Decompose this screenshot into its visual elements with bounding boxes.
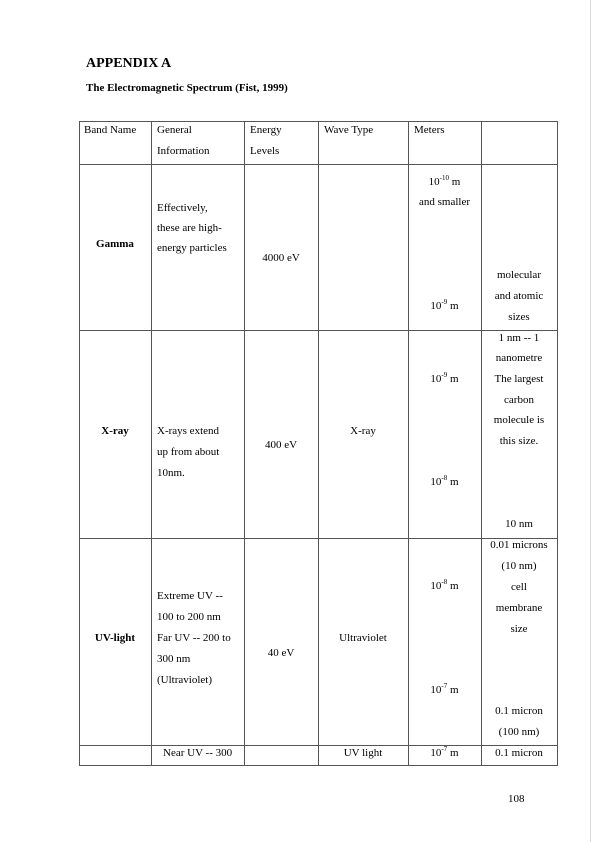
- uv-info-line1: Extreme UV --: [157, 590, 223, 602]
- xray-wave-type: X-ray: [350, 425, 376, 437]
- header-general-info-line1: General: [157, 124, 192, 136]
- table-border-right: [557, 121, 558, 766]
- appendix-heading: APPENDIX A: [86, 56, 172, 71]
- table-border-left: [79, 121, 80, 766]
- col-divider-4: [408, 121, 409, 766]
- xray-note-bottom: 10 nm: [505, 518, 533, 530]
- gamma-note-line2: and atomic: [494, 290, 544, 302]
- xray-note-line6: this size.: [499, 435, 539, 447]
- xray-note-line3: The largest: [494, 373, 544, 385]
- near-uv-info: Near UV -- 300: [163, 747, 233, 759]
- xray-note-line1: 1 nm -- 1: [498, 332, 540, 344]
- gamma-info-line1: Effectively,: [157, 202, 208, 214]
- uv-note-line3: cell: [511, 581, 527, 593]
- page-number: 108: [508, 793, 525, 805]
- band-name-xray: X-ray: [101, 425, 129, 437]
- xray-note-line5: molecule is: [493, 414, 545, 426]
- uv-info-line2: 100 to 200 nm: [157, 611, 221, 623]
- uv-note-line5: size: [510, 623, 528, 635]
- table-caption: The Electromagnetic Spectrum (Fist, 1999): [86, 82, 288, 94]
- uv-meters-top: $10^{-8}$ m: [430, 578, 459, 592]
- gamma-energy: 4000 eV: [262, 252, 300, 264]
- header-energy-line2: Levels: [250, 145, 280, 157]
- gamma-info-line3: energy particles: [157, 242, 227, 254]
- gamma-info-line2: these are high-: [157, 222, 222, 234]
- uv-info-line5: (Ultraviolet): [157, 674, 212, 686]
- xray-note-line2: nanometre: [495, 352, 543, 364]
- col-divider-3: [318, 121, 319, 766]
- header-energy-line1: Energy: [250, 124, 282, 136]
- gamma-meters-bottom: $10^{-9}$ m: [430, 298, 459, 312]
- band-name-uv: UV-light: [94, 632, 136, 644]
- near-uv-meters: $10^{-7}$ m: [430, 745, 459, 759]
- near-uv-note: 0.1 micron: [495, 747, 543, 759]
- near-uv-wave-type: UV light: [343, 747, 383, 759]
- xray-meters-top: $10^{-9}$ m: [430, 371, 459, 385]
- xray-info-line3: 10nm.: [157, 467, 185, 479]
- xray-meters-bottom: $10^{-8}$ m: [430, 474, 459, 488]
- uv-note-bottom-line2: (100 nm): [498, 726, 540, 738]
- uv-wave-type: Ultraviolet: [339, 632, 387, 644]
- uv-note-line4: membrane: [495, 602, 543, 614]
- header-meters: Meters: [414, 124, 445, 136]
- uv-info-line4: 300 nm: [157, 653, 191, 665]
- gamma-meters-top: $10^{-10}$ m: [428, 174, 461, 188]
- xray-info-line1: X-rays extend: [157, 425, 220, 437]
- uv-note-line2: (10 nm): [501, 560, 537, 572]
- xray-energy: 400 eV: [264, 439, 298, 451]
- uv-info-line3: Far UV -- 200 to: [157, 632, 231, 644]
- gamma-note-line3: sizes: [508, 311, 530, 323]
- gamma-meters-top-note: and smaller: [418, 196, 470, 208]
- xray-info-line2: up from about: [157, 446, 220, 458]
- uv-note-line1: 0.01 microns: [490, 539, 548, 551]
- uv-energy: 40 eV: [267, 647, 295, 659]
- header-wave-type: Wave Type: [324, 124, 374, 136]
- header-general-info-line2: Information: [157, 145, 210, 157]
- header-band-name: Band Name: [84, 124, 137, 136]
- xray-note-line4: carbon: [504, 394, 534, 406]
- gamma-note-line1: molecular: [497, 269, 541, 281]
- uv-note-bottom-line1: 0.1 micron: [495, 705, 543, 717]
- col-divider-1: [151, 121, 152, 766]
- band-name-gamma: Gamma: [96, 238, 134, 250]
- uv-meters-bottom: $10^{-7}$ m: [430, 682, 459, 696]
